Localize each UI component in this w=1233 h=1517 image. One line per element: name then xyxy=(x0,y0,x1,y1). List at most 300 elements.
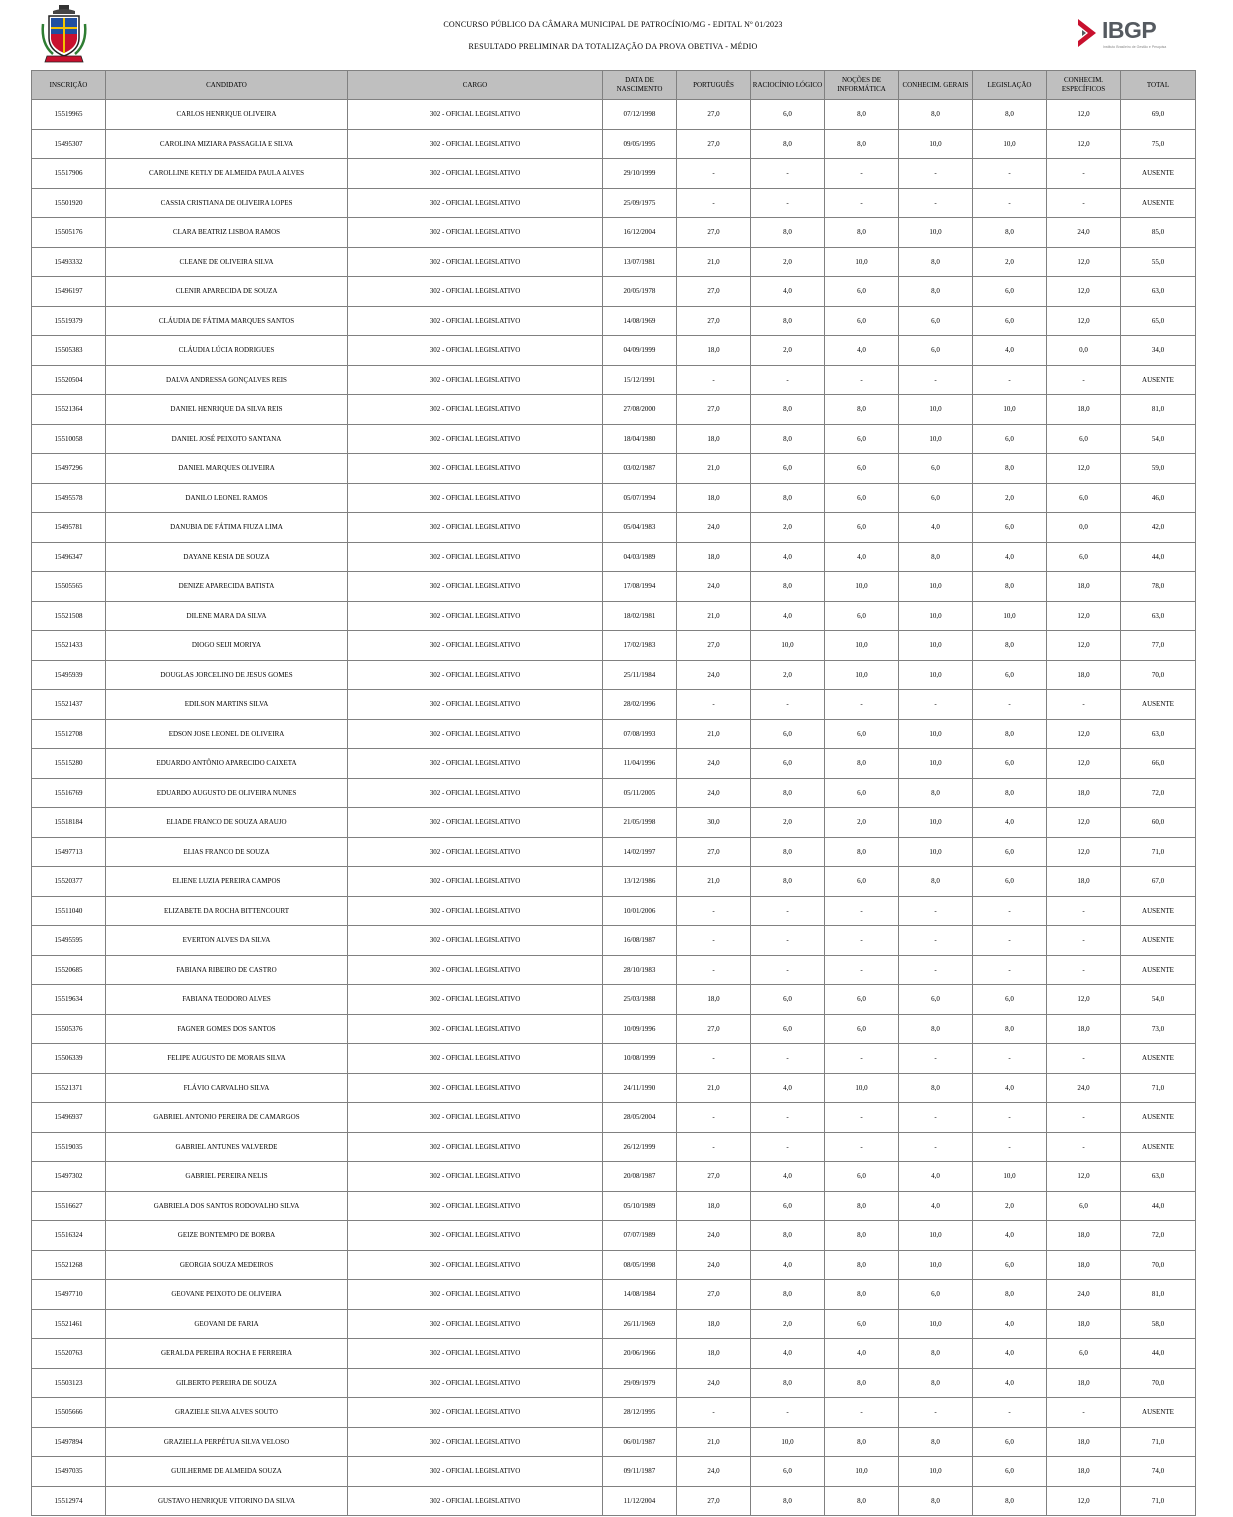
legislacao-cell: 4,0 xyxy=(973,542,1047,572)
conhecim-gerais-cell: - xyxy=(899,1044,973,1074)
data-nascimento-cell: 17/02/1983 xyxy=(603,631,677,661)
cargo-cell: 302 - OFICIAL LEGISLATIVO xyxy=(348,808,603,838)
column-header-total: TOTAL xyxy=(1121,71,1196,100)
candidato-cell: GABRIEL ANTONIO PEREIRA DE CAMARGOS xyxy=(106,1103,348,1133)
portugues-cell: 27,0 xyxy=(677,837,751,867)
nocoes-informatica-cell: 8,0 xyxy=(825,1368,899,1398)
conhecim-especificos-cell: 18,0 xyxy=(1047,1427,1121,1457)
raciocinio-logico-cell: - xyxy=(751,1103,825,1133)
raciocinio-logico-cell: - xyxy=(751,1398,825,1428)
nocoes-informatica-cell: 6,0 xyxy=(825,778,899,808)
inscricao-cell: 15521268 xyxy=(32,1250,106,1280)
data-nascimento-cell: 11/12/2004 xyxy=(603,1486,677,1516)
inscricao-cell: 15495781 xyxy=(32,513,106,543)
cargo-cell: 302 - OFICIAL LEGISLATIVO xyxy=(348,365,603,395)
candidato-cell: CLENIR APARECIDA DE SOUZA xyxy=(106,277,348,307)
table-row xyxy=(32,483,1196,513)
portugues-cell: 27,0 xyxy=(677,218,751,248)
nocoes-informatica-cell: 10,0 xyxy=(825,631,899,661)
data-nascimento-cell: 10/08/1999 xyxy=(603,1044,677,1074)
portugues-cell: 27,0 xyxy=(677,395,751,425)
total-cell: 71,0 xyxy=(1121,1427,1196,1457)
cargo-cell: 302 - OFICIAL LEGISLATIVO xyxy=(348,896,603,926)
data-nascimento-cell: 29/10/1999 xyxy=(603,159,677,189)
data-nascimento-cell: 17/08/1994 xyxy=(603,572,677,602)
data-nascimento-cell: 14/08/1984 xyxy=(603,1280,677,1310)
nocoes-informatica-cell: - xyxy=(825,690,899,720)
inscricao-cell: 15519965 xyxy=(32,100,106,130)
conhecim-especificos-cell: 18,0 xyxy=(1047,1014,1121,1044)
total-cell: 63,0 xyxy=(1121,719,1196,749)
portugues-cell: - xyxy=(677,365,751,395)
cargo-cell: 302 - OFICIAL LEGISLATIVO xyxy=(348,749,603,779)
raciocinio-logico-cell: 2,0 xyxy=(751,1309,825,1339)
raciocinio-logico-cell: 2,0 xyxy=(751,660,825,690)
table-row xyxy=(32,100,1196,130)
table-row xyxy=(32,336,1196,366)
nocoes-informatica-cell: - xyxy=(825,365,899,395)
conhecim-gerais-cell: 10,0 xyxy=(899,1250,973,1280)
candidato-cell: GEOVANE PEIXOTO DE OLIVEIRA xyxy=(106,1280,348,1310)
data-nascimento-cell: 14/08/1969 xyxy=(603,306,677,336)
data-nascimento-cell: 05/11/2005 xyxy=(603,778,677,808)
portugues-cell: - xyxy=(677,1044,751,1074)
candidato-cell: CASSIA CRISTIANA DE OLIVEIRA LOPES xyxy=(106,188,348,218)
cargo-cell: 302 - OFICIAL LEGISLATIVO xyxy=(348,1044,603,1074)
candidato-cell: ELIADE FRANCO DE SOUZA ARAUJO xyxy=(106,808,348,838)
conhecim-especificos-cell: 18,0 xyxy=(1047,572,1121,602)
total-cell: AUSENTE xyxy=(1121,365,1196,395)
nocoes-informatica-cell: - xyxy=(825,896,899,926)
total-cell: AUSENTE xyxy=(1121,1103,1196,1133)
raciocinio-logico-cell: 2,0 xyxy=(751,808,825,838)
column-header-portugues: PORTUGUÊS xyxy=(677,71,751,100)
legislacao-cell: 6,0 xyxy=(973,306,1047,336)
data-nascimento-cell: 03/02/1987 xyxy=(603,454,677,484)
cargo-cell: 302 - OFICIAL LEGISLATIVO xyxy=(348,306,603,336)
inscricao-cell: 15516324 xyxy=(32,1221,106,1251)
cargo-cell: 302 - OFICIAL LEGISLATIVO xyxy=(348,1132,603,1162)
total-cell: 65,0 xyxy=(1121,306,1196,336)
conhecim-gerais-cell: 8,0 xyxy=(899,542,973,572)
candidato-cell: GEOVANI DE FARIA xyxy=(106,1309,348,1339)
raciocinio-logico-cell: 8,0 xyxy=(751,129,825,159)
nocoes-informatica-cell: - xyxy=(825,1103,899,1133)
total-cell: 67,0 xyxy=(1121,867,1196,897)
conhecim-especificos-cell: 12,0 xyxy=(1047,631,1121,661)
cargo-cell: 302 - OFICIAL LEGISLATIVO xyxy=(348,1457,603,1487)
legislacao-cell: 8,0 xyxy=(973,218,1047,248)
conhecim-especificos-cell: - xyxy=(1047,926,1121,956)
conhecim-especificos-cell: 12,0 xyxy=(1047,719,1121,749)
conhecim-gerais-cell: 10,0 xyxy=(899,808,973,838)
candidato-cell: EDSON JOSE LEONEL DE OLIVEIRA xyxy=(106,719,348,749)
conhecim-especificos-cell: 12,0 xyxy=(1047,247,1121,277)
data-nascimento-cell: 05/07/1994 xyxy=(603,483,677,513)
inscricao-cell: 15497894 xyxy=(32,1427,106,1457)
inscricao-cell: 15495595 xyxy=(32,926,106,956)
candidato-cell: EDILSON MARTINS SILVA xyxy=(106,690,348,720)
portugues-cell: 18,0 xyxy=(677,483,751,513)
raciocinio-logico-cell: 6,0 xyxy=(751,100,825,130)
nocoes-informatica-cell: 4,0 xyxy=(825,336,899,366)
conhecim-gerais-cell: - xyxy=(899,926,973,956)
inscricao-cell: 15505376 xyxy=(32,1014,106,1044)
table-row xyxy=(32,129,1196,159)
conhecim-gerais-cell: - xyxy=(899,1103,973,1133)
total-cell: AUSENTE xyxy=(1121,690,1196,720)
table-row xyxy=(32,837,1196,867)
candidato-cell: DANIEL MARQUES OLIVEIRA xyxy=(106,454,348,484)
inscricao-cell: 15512974 xyxy=(32,1486,106,1516)
inscricao-cell: 15503123 xyxy=(32,1368,106,1398)
data-nascimento-cell: 09/11/1987 xyxy=(603,1457,677,1487)
table-row xyxy=(32,985,1196,1015)
candidato-cell: GEORGIA SOUZA MEDEIROS xyxy=(106,1250,348,1280)
candidato-cell: EDUARDO AUGUSTO DE OLIVEIRA NUNES xyxy=(106,778,348,808)
table-row xyxy=(32,749,1196,779)
legislacao-cell: 4,0 xyxy=(973,336,1047,366)
legislacao-cell: 2,0 xyxy=(973,1191,1047,1221)
inscricao-cell: 15521364 xyxy=(32,395,106,425)
legislacao-cell: 8,0 xyxy=(973,778,1047,808)
cargo-cell: 302 - OFICIAL LEGISLATIVO xyxy=(348,129,603,159)
nocoes-informatica-cell: 10,0 xyxy=(825,660,899,690)
inscricao-cell: 15505383 xyxy=(32,336,106,366)
candidato-cell: GUILHERME DE ALMEIDA SOUZA xyxy=(106,1457,348,1487)
cargo-cell: 302 - OFICIAL LEGISLATIVO xyxy=(348,867,603,897)
data-nascimento-cell: 10/01/2006 xyxy=(603,896,677,926)
table-row xyxy=(32,719,1196,749)
raciocinio-logico-cell: 2,0 xyxy=(751,336,825,366)
cargo-cell: 302 - OFICIAL LEGISLATIVO xyxy=(348,719,603,749)
nocoes-informatica-cell: 8,0 xyxy=(825,395,899,425)
legislacao-cell: - xyxy=(973,955,1047,985)
nocoes-informatica-cell: 4,0 xyxy=(825,1339,899,1369)
legislacao-cell: - xyxy=(973,690,1047,720)
raciocinio-logico-cell: 4,0 xyxy=(751,542,825,572)
table-row xyxy=(32,1191,1196,1221)
total-cell: 63,0 xyxy=(1121,601,1196,631)
total-cell: 81,0 xyxy=(1121,395,1196,425)
total-cell: 71,0 xyxy=(1121,837,1196,867)
raciocinio-logico-cell: 8,0 xyxy=(751,1280,825,1310)
nocoes-informatica-cell: 6,0 xyxy=(825,277,899,307)
legislacao-cell: 8,0 xyxy=(973,572,1047,602)
cargo-cell: 302 - OFICIAL LEGISLATIVO xyxy=(348,454,603,484)
legislacao-cell: 6,0 xyxy=(973,277,1047,307)
nocoes-informatica-cell: 8,0 xyxy=(825,837,899,867)
data-nascimento-cell: 07/12/1998 xyxy=(603,100,677,130)
inscricao-cell: 15521508 xyxy=(32,601,106,631)
data-nascimento-cell: 06/01/1987 xyxy=(603,1427,677,1457)
conhecim-gerais-cell: - xyxy=(899,1398,973,1428)
candidato-cell: DANIEL JOSÉ PEIXOTO SANTANA xyxy=(106,424,348,454)
conhecim-especificos-cell: - xyxy=(1047,1103,1121,1133)
table-row xyxy=(32,542,1196,572)
portugues-cell: 18,0 xyxy=(677,985,751,1015)
total-cell: AUSENTE xyxy=(1121,1132,1196,1162)
nocoes-informatica-cell: 6,0 xyxy=(825,454,899,484)
raciocinio-logico-cell: 4,0 xyxy=(751,1339,825,1369)
table-row xyxy=(32,218,1196,248)
raciocinio-logico-cell: 8,0 xyxy=(751,483,825,513)
column-header-candidato: CANDIDATO xyxy=(106,71,348,100)
nocoes-informatica-cell: 6,0 xyxy=(825,867,899,897)
conhecim-especificos-cell: - xyxy=(1047,955,1121,985)
column-header-nocoes-informatica: NOÇÕES DE INFORMÁTICA xyxy=(825,71,899,100)
data-nascimento-cell: 28/12/1995 xyxy=(603,1398,677,1428)
legislacao-cell: 6,0 xyxy=(973,424,1047,454)
cargo-cell: 302 - OFICIAL LEGISLATIVO xyxy=(348,513,603,543)
nocoes-informatica-cell: 6,0 xyxy=(825,1309,899,1339)
table-row xyxy=(32,1014,1196,1044)
total-cell: 44,0 xyxy=(1121,542,1196,572)
conhecim-gerais-cell: - xyxy=(899,159,973,189)
candidato-cell: EDUARDO ANTÔNIO APARECIDO CAIXETA xyxy=(106,749,348,779)
table-row xyxy=(32,1250,1196,1280)
total-cell: 74,0 xyxy=(1121,1457,1196,1487)
legislacao-cell: 6,0 xyxy=(973,1427,1047,1457)
legislacao-cell: 10,0 xyxy=(973,601,1047,631)
inscricao-cell: 15501920 xyxy=(32,188,106,218)
nocoes-informatica-cell: 8,0 xyxy=(825,1486,899,1516)
conhecim-especificos-cell: 12,0 xyxy=(1047,985,1121,1015)
total-cell: 54,0 xyxy=(1121,985,1196,1015)
nocoes-informatica-cell: 2,0 xyxy=(825,808,899,838)
portugues-cell: 27,0 xyxy=(677,1162,751,1192)
nocoes-informatica-cell: 10,0 xyxy=(825,1073,899,1103)
portugues-cell: 24,0 xyxy=(677,513,751,543)
total-cell: 44,0 xyxy=(1121,1339,1196,1369)
inscricao-cell: 15496937 xyxy=(32,1103,106,1133)
legislacao-cell: - xyxy=(973,188,1047,218)
inscricao-cell: 15520377 xyxy=(32,867,106,897)
legislacao-cell: 8,0 xyxy=(973,1486,1047,1516)
column-header-inscricao: INSCRIÇÃO xyxy=(32,71,106,100)
conhecim-gerais-cell: - xyxy=(899,1132,973,1162)
cargo-cell: 302 - OFICIAL LEGISLATIVO xyxy=(348,483,603,513)
cargo-cell: 302 - OFICIAL LEGISLATIVO xyxy=(348,690,603,720)
table-row xyxy=(32,926,1196,956)
portugues-cell: 21,0 xyxy=(677,454,751,484)
total-cell: 54,0 xyxy=(1121,424,1196,454)
total-cell: AUSENTE xyxy=(1121,926,1196,956)
conhecim-gerais-cell: 8,0 xyxy=(899,1073,973,1103)
legislacao-cell: - xyxy=(973,159,1047,189)
inscricao-cell: 15521433 xyxy=(32,631,106,661)
data-nascimento-cell: 28/05/2004 xyxy=(603,1103,677,1133)
portugues-cell: - xyxy=(677,1103,751,1133)
candidato-cell: FELIPE AUGUSTO DE MORAIS SILVA xyxy=(106,1044,348,1074)
document-title: CONCURSO PÚBLICO DA CÂMARA MUNICIPAL DE PATROCÍNIO/MG - EDITAL Nº 01/2023 xyxy=(443,20,783,29)
raciocinio-logico-cell: 8,0 xyxy=(751,395,825,425)
inscricao-cell: 15495939 xyxy=(32,660,106,690)
total-cell: 63,0 xyxy=(1121,277,1196,307)
data-nascimento-cell: 18/04/1980 xyxy=(603,424,677,454)
inscricao-cell: 15512708 xyxy=(32,719,106,749)
portugues-cell: 21,0 xyxy=(677,247,751,277)
legislacao-cell: 2,0 xyxy=(973,483,1047,513)
data-nascimento-cell: 07/07/1989 xyxy=(603,1221,677,1251)
total-cell: 73,0 xyxy=(1121,1014,1196,1044)
inscricao-cell: 15505176 xyxy=(32,218,106,248)
conhecim-gerais-cell: 4,0 xyxy=(899,1162,973,1192)
conhecim-especificos-cell: 18,0 xyxy=(1047,395,1121,425)
total-cell: 72,0 xyxy=(1121,1221,1196,1251)
conhecim-gerais-cell: 8,0 xyxy=(899,1368,973,1398)
inscricao-cell: 15496347 xyxy=(32,542,106,572)
portugues-cell: 27,0 xyxy=(677,277,751,307)
legislacao-cell: - xyxy=(973,1132,1047,1162)
cargo-cell: 302 - OFICIAL LEGISLATIVO xyxy=(348,1103,603,1133)
data-nascimento-cell: 04/09/1999 xyxy=(603,336,677,366)
conhecim-especificos-cell: - xyxy=(1047,1398,1121,1428)
raciocinio-logico-cell: 8,0 xyxy=(751,1486,825,1516)
conhecim-especificos-cell: 12,0 xyxy=(1047,454,1121,484)
conhecim-especificos-cell: 24,0 xyxy=(1047,1073,1121,1103)
conhecim-gerais-cell: 10,0 xyxy=(899,572,973,602)
nocoes-informatica-cell: 6,0 xyxy=(825,424,899,454)
portugues-cell: 18,0 xyxy=(677,1309,751,1339)
total-cell: 71,0 xyxy=(1121,1486,1196,1516)
conhecim-especificos-cell: 12,0 xyxy=(1047,837,1121,867)
legislacao-cell: 2,0 xyxy=(973,247,1047,277)
conhecim-especificos-cell: 0,0 xyxy=(1047,513,1121,543)
table-row xyxy=(32,188,1196,218)
candidato-cell: FLÁVIO CARVALHO SILVA xyxy=(106,1073,348,1103)
legislacao-cell: - xyxy=(973,1044,1047,1074)
conhecim-especificos-cell: 6,0 xyxy=(1047,542,1121,572)
table-row xyxy=(32,513,1196,543)
conhecim-especificos-cell: 18,0 xyxy=(1047,1368,1121,1398)
data-nascimento-cell: 08/05/1998 xyxy=(603,1250,677,1280)
table-row xyxy=(32,454,1196,484)
conhecim-especificos-cell: - xyxy=(1047,188,1121,218)
table-row xyxy=(32,1044,1196,1074)
total-cell: AUSENTE xyxy=(1121,955,1196,985)
conhecim-gerais-cell: 10,0 xyxy=(899,749,973,779)
cargo-cell: 302 - OFICIAL LEGISLATIVO xyxy=(348,542,603,572)
portugues-cell: - xyxy=(677,159,751,189)
data-nascimento-cell: 18/02/1981 xyxy=(603,601,677,631)
inscricao-cell: 15520685 xyxy=(32,955,106,985)
inscricao-cell: 15516627 xyxy=(32,1191,106,1221)
raciocinio-logico-cell: 8,0 xyxy=(751,867,825,897)
conhecim-especificos-cell: 18,0 xyxy=(1047,660,1121,690)
table-row xyxy=(32,1339,1196,1369)
cargo-cell: 302 - OFICIAL LEGISLATIVO xyxy=(348,572,603,602)
raciocinio-logico-cell: 10,0 xyxy=(751,1427,825,1457)
inscricao-cell: 15497296 xyxy=(32,454,106,484)
raciocinio-logico-cell: 2,0 xyxy=(751,247,825,277)
candidato-cell: GUSTAVO HENRIQUE VITORINO DA SILVA xyxy=(106,1486,348,1516)
portugues-cell: 18,0 xyxy=(677,336,751,366)
total-cell: 75,0 xyxy=(1121,129,1196,159)
table-row xyxy=(32,277,1196,307)
portugues-cell: - xyxy=(677,690,751,720)
portugues-cell: 27,0 xyxy=(677,1014,751,1044)
raciocinio-logico-cell: - xyxy=(751,188,825,218)
conhecim-gerais-cell: 10,0 xyxy=(899,660,973,690)
raciocinio-logico-cell: 6,0 xyxy=(751,1014,825,1044)
inscricao-cell: 15505565 xyxy=(32,572,106,602)
conhecim-gerais-cell: 10,0 xyxy=(899,1457,973,1487)
portugues-cell: 21,0 xyxy=(677,601,751,631)
data-nascimento-cell: 13/12/1986 xyxy=(603,867,677,897)
candidato-cell: GRAZIELE SILVA ALVES SOUTO xyxy=(106,1398,348,1428)
legislacao-cell: 6,0 xyxy=(973,867,1047,897)
candidato-cell: DENIZE APARECIDA BATISTA xyxy=(106,572,348,602)
nocoes-informatica-cell: 8,0 xyxy=(825,218,899,248)
nocoes-informatica-cell: 8,0 xyxy=(825,1250,899,1280)
table-row xyxy=(32,1132,1196,1162)
data-nascimento-cell: 10/09/1996 xyxy=(603,1014,677,1044)
raciocinio-logico-cell: 8,0 xyxy=(751,572,825,602)
column-header-conhecim-especificos: CONHECIM. ESPECÍFICOS xyxy=(1047,71,1121,100)
candidato-cell: CLÁUDIA LÚCIA RODRIGUES xyxy=(106,336,348,366)
portugues-cell: 24,0 xyxy=(677,778,751,808)
cargo-cell: 302 - OFICIAL LEGISLATIVO xyxy=(348,1486,603,1516)
column-header-data-nascimento: DATA DE NASCIMENTO xyxy=(603,71,677,100)
total-cell: AUSENTE xyxy=(1121,896,1196,926)
nocoes-informatica-cell: 8,0 xyxy=(825,1221,899,1251)
legislacao-cell: 6,0 xyxy=(973,513,1047,543)
conhecim-especificos-cell: 18,0 xyxy=(1047,778,1121,808)
cargo-cell: 302 - OFICIAL LEGISLATIVO xyxy=(348,336,603,366)
conhecim-especificos-cell: - xyxy=(1047,1044,1121,1074)
inscricao-cell: 15497302 xyxy=(32,1162,106,1192)
cargo-cell: 302 - OFICIAL LEGISLATIVO xyxy=(348,424,603,454)
nocoes-informatica-cell: 8,0 xyxy=(825,100,899,130)
total-cell: 70,0 xyxy=(1121,1250,1196,1280)
table-row xyxy=(32,1103,1196,1133)
cargo-cell: 302 - OFICIAL LEGISLATIVO xyxy=(348,631,603,661)
conhecim-especificos-cell: 12,0 xyxy=(1047,749,1121,779)
candidato-cell: GRAZIELLA PERPÉTUA SILVA VELOSO xyxy=(106,1427,348,1457)
total-cell: 60,0 xyxy=(1121,808,1196,838)
raciocinio-logico-cell: 4,0 xyxy=(751,1250,825,1280)
portugues-cell: 18,0 xyxy=(677,1339,751,1369)
data-nascimento-cell: 26/11/1969 xyxy=(603,1309,677,1339)
legislacao-cell: 10,0 xyxy=(973,1162,1047,1192)
candidato-cell: GABRIELA DOS SANTOS RODOVALHO SILVA xyxy=(106,1191,348,1221)
portugues-cell: 21,0 xyxy=(677,867,751,897)
inscricao-cell: 15518184 xyxy=(32,808,106,838)
nocoes-informatica-cell: 8,0 xyxy=(825,1191,899,1221)
conhecim-especificos-cell: 18,0 xyxy=(1047,867,1121,897)
table-row xyxy=(32,424,1196,454)
cargo-cell: 302 - OFICIAL LEGISLATIVO xyxy=(348,1280,603,1310)
portugues-cell: - xyxy=(677,188,751,218)
data-nascimento-cell: 15/12/1991 xyxy=(603,365,677,395)
table-row xyxy=(32,867,1196,897)
nocoes-informatica-cell: 6,0 xyxy=(825,985,899,1015)
cargo-cell: 302 - OFICIAL LEGISLATIVO xyxy=(348,188,603,218)
conhecim-especificos-cell: - xyxy=(1047,690,1121,720)
data-nascimento-cell: 25/09/1975 xyxy=(603,188,677,218)
data-nascimento-cell: 28/02/1996 xyxy=(603,690,677,720)
cargo-cell: 302 - OFICIAL LEGISLATIVO xyxy=(348,1398,603,1428)
total-cell: 55,0 xyxy=(1121,247,1196,277)
conhecim-especificos-cell: 12,0 xyxy=(1047,100,1121,130)
data-nascimento-cell: 20/06/1966 xyxy=(603,1339,677,1369)
raciocinio-logico-cell: 6,0 xyxy=(751,454,825,484)
cargo-cell: 302 - OFICIAL LEGISLATIVO xyxy=(348,1221,603,1251)
total-cell: AUSENTE xyxy=(1121,159,1196,189)
nocoes-informatica-cell: 6,0 xyxy=(825,513,899,543)
data-nascimento-cell: 05/10/1989 xyxy=(603,1191,677,1221)
